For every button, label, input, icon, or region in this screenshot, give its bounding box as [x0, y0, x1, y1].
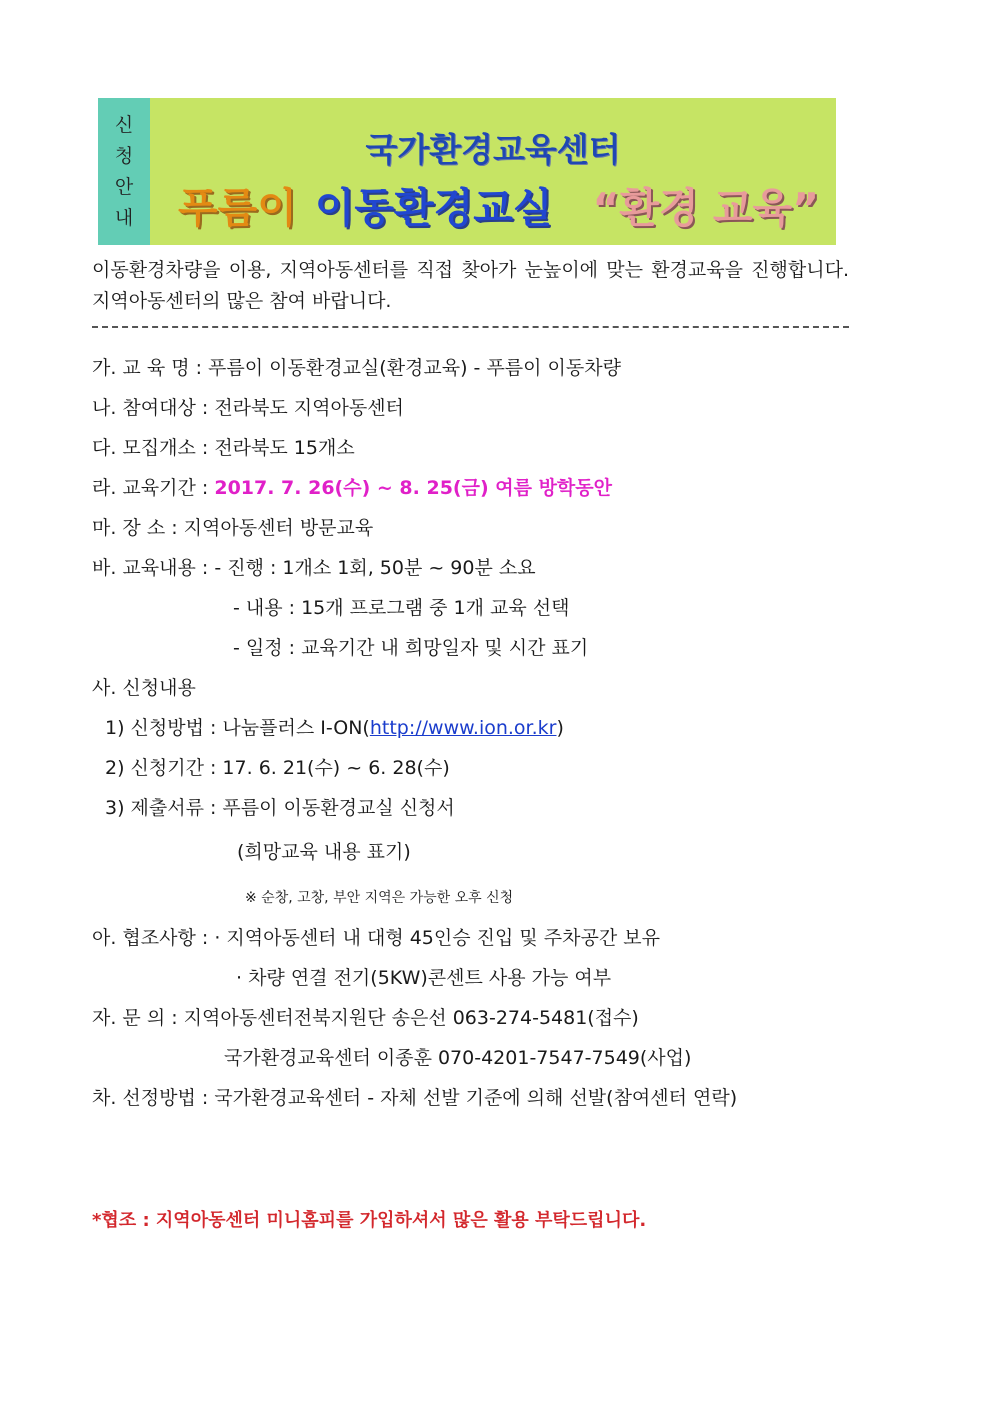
item-region-note: ※ 순창, 고창, 부안 지역은 가능한 오후 신청: [245, 890, 514, 906]
item-application: 사. 신청내용: [92, 677, 196, 699]
cooperation-request: *협조 : 지역아동센터 미니홈피를 가입하셔서 많은 활용 부탁드립니다.: [92, 1210, 647, 1231]
item-place: 마. 장 소 : 지역아동센터 방문교육: [92, 517, 374, 539]
item-cooperation-power: · 차량 연결 전기(5KW)콘센트 사용 가능 여부: [236, 967, 612, 989]
item-apply-period: 2) 신청기간 : 17. 6. 21(수) ~ 6. 28(수): [105, 757, 450, 779]
item-contact-2: 국가환경교육센터 이종훈 070-4201-7547-7549(사업): [224, 1047, 692, 1069]
banner-sub-education: “환경 교육”: [592, 184, 820, 232]
item-period-label: 라. 교육기간 :: [92, 477, 215, 499]
header-banner: [98, 98, 836, 245]
apply-method-end: ): [556, 717, 564, 739]
banner-sub-classroom: 이동환경교실: [314, 184, 553, 232]
item-contact-1: 자. 문 의 : 지역아동센터전북지원단 송은선 063-274-5481(접수): [92, 1007, 639, 1029]
item-target: 나. 참여대상 : 전라북도 지역아동센터: [92, 397, 404, 419]
item-cooperation-bus: 아. 협조사항 : · 지역아동센터 내 대형 45인승 진입 및 주차공간 보유: [92, 927, 660, 949]
item-content-progress: 바. 교육내용 : - 진행 : 1개소 1회, 50분 ~ 90분 소요: [92, 557, 536, 579]
item-content-schedule: - 일정 : 교육기간 내 희망일자 및 시간 표기: [233, 637, 589, 659]
item-documents: 3) 제출서류 : 푸름이 이동환경교실 신청서: [105, 797, 455, 819]
banner-subtitle: [178, 175, 819, 234]
banner-title: 국가환경교육센터: [365, 130, 621, 169]
banner-side-char: 안: [114, 175, 134, 198]
apply-method-label: 1) 신청방법 : 나눔플러스 I-ON(: [105, 717, 370, 739]
banner-side-char: 신: [114, 113, 134, 136]
banner-sub-purumi: 푸름이: [178, 184, 297, 232]
banner-side-char: 내: [114, 206, 134, 229]
item-period-value: 2017. 7. 26(수) ~ 8. 25(금) 여름 방학동안: [214, 477, 612, 499]
dashed-divider: [92, 326, 849, 328]
banner-side-label: [98, 98, 150, 245]
ion-link[interactable]: http://www.ion.or.kr: [369, 717, 557, 739]
item-period: [92, 475, 612, 501]
item-apply-method: [105, 715, 564, 741]
item-content-detail: - 내용 : 15개 프로그램 중 1개 교육 선택: [233, 597, 570, 619]
item-selection: 차. 선정방법 : 국가환경교육센터 - 자체 선발 기준에 의해 선발(참여센터 연락): [92, 1087, 738, 1109]
item-program-name: 가. 교 육 명 : 푸름이 이동환경교실(환경교육) - 푸름이 이동차량: [92, 357, 621, 379]
intro-paragraph: 이동환경차량을 이용, 지역아동센터를 직접 찾아가 눈높이에 맞는 환경교육을 진행합니다. 지역아동센터의 많은 참여 바랍니다.: [92, 259, 849, 312]
item-documents-note: (희망교육 내용 표기): [237, 841, 411, 863]
banner-side-char: 청: [114, 144, 134, 167]
item-recruit-count: 다. 모집개소 : 전라북도 15개소: [92, 437, 355, 459]
